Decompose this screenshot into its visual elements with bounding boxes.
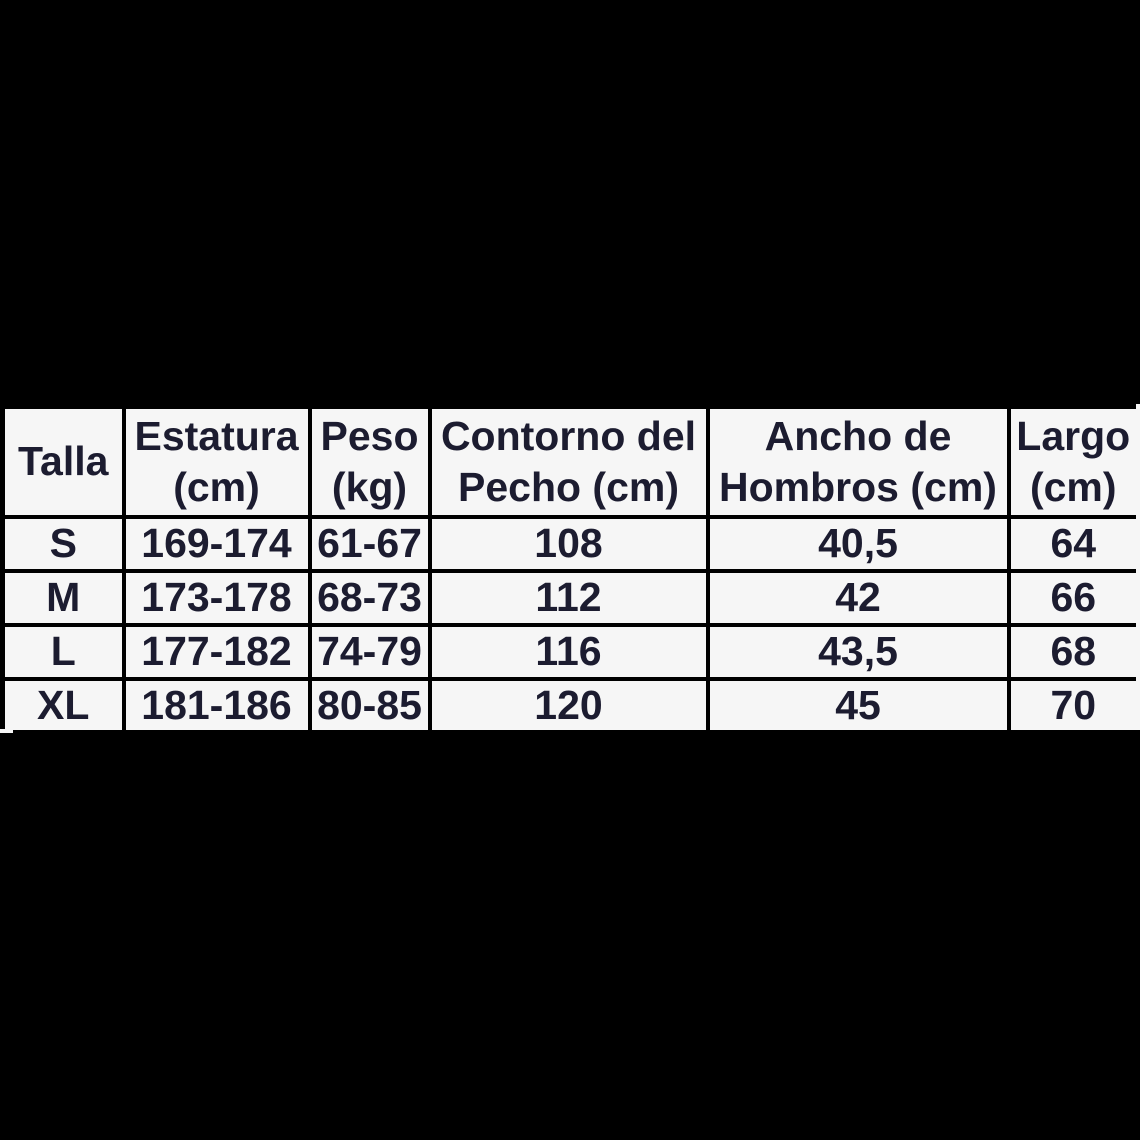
- header-contorno-pecho-line2: Pecho (cm): [458, 463, 679, 510]
- size-chart-table: [0, 404, 1136, 735]
- cell-ancho-hombros: 40,5: [708, 517, 1009, 571]
- header-peso: [310, 407, 430, 517]
- header-talla: [3, 407, 124, 517]
- cell-peso: 68-73: [310, 571, 430, 625]
- cell-largo: 70: [1009, 679, 1139, 733]
- cell-estatura: 173-178: [124, 571, 310, 625]
- header-estatura: [124, 407, 310, 517]
- bottom-left-white-artifact: [0, 729, 13, 733]
- cell-largo: 66: [1009, 571, 1139, 625]
- header-ancho-hombros-line1: Ancho de: [764, 412, 952, 459]
- header-largo-line1: Largo: [1016, 412, 1131, 459]
- cell-contorno-pecho: 108: [430, 517, 708, 571]
- header-ancho-hombros: [708, 407, 1009, 517]
- header-contorno-pecho: [430, 407, 708, 517]
- cell-peso: 61-67: [310, 517, 430, 571]
- cell-peso: 80-85: [310, 679, 430, 733]
- cell-ancho-hombros: 42: [708, 571, 1009, 625]
- header-talla-line1: Talla: [18, 438, 109, 485]
- cell-largo: 64: [1009, 517, 1139, 571]
- cell-contorno-pecho: 120: [430, 679, 708, 733]
- table-row-s: [3, 517, 1139, 571]
- table-row-xl: [3, 679, 1139, 733]
- cell-ancho-hombros: 45: [708, 679, 1009, 733]
- cell-largo: 68: [1009, 625, 1139, 679]
- cell-talla: M: [3, 571, 124, 625]
- header-row: [3, 407, 1139, 517]
- cell-talla: S: [3, 517, 124, 571]
- cell-contorno-pecho: 116: [430, 625, 708, 679]
- table-row-l: [3, 625, 1139, 679]
- table-row-m: [3, 571, 1139, 625]
- cell-estatura: 177-182: [124, 625, 310, 679]
- cell-estatura: 169-174: [124, 517, 310, 571]
- header-largo: [1009, 407, 1139, 517]
- cell-talla: XL: [3, 679, 124, 733]
- cell-ancho-hombros: 43,5: [708, 625, 1009, 679]
- header-peso-line1: Peso: [320, 412, 419, 459]
- header-estatura-line1: Estatura: [134, 412, 299, 459]
- header-largo-line2: (cm): [1029, 463, 1117, 510]
- header-peso-line2: (kg): [331, 463, 408, 510]
- header-contorno-pecho-line1: Contorno del: [440, 412, 697, 459]
- header-ancho-hombros-line2: Hombros (cm): [719, 463, 997, 510]
- cell-contorno-pecho: 112: [430, 571, 708, 625]
- right-edge-white-sliver: [1136, 404, 1140, 730]
- cell-peso: 74-79: [310, 625, 430, 679]
- header-estatura-line2: (cm): [173, 463, 260, 510]
- cell-estatura: 181-186: [124, 679, 310, 733]
- cell-talla: L: [3, 625, 124, 679]
- size-table: [0, 404, 1140, 735]
